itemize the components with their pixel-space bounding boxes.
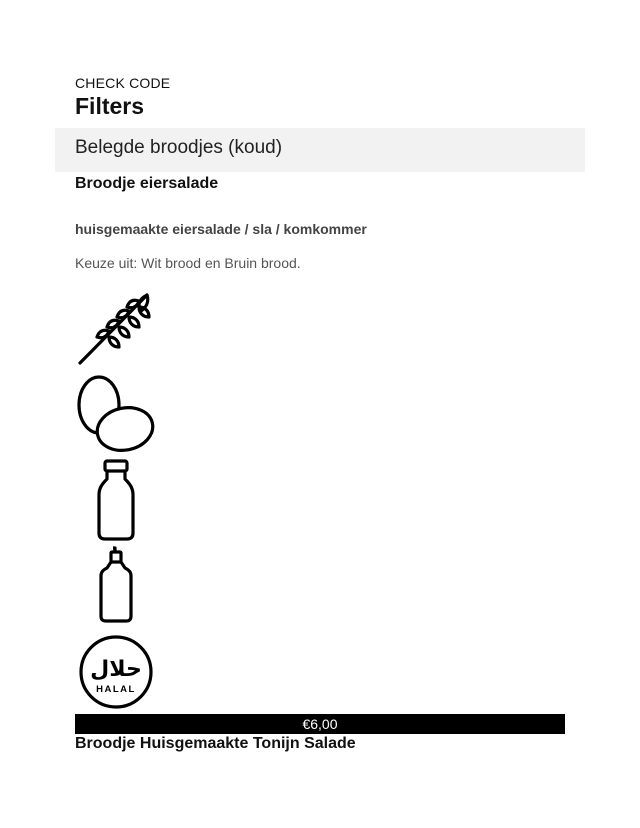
category-header — [55, 128, 585, 172]
halal-label: HALAL — [96, 684, 136, 695]
price-bar[interactable] — [75, 714, 565, 734]
product-choice: Keuze uit: Wit brood en Bruin brood. — [75, 255, 301, 271]
halal-arabic-text: حلال — [90, 657, 142, 682]
egg-icon — [75, 373, 157, 453]
halal-icon — [75, 634, 155, 710]
filters-heading[interactable]: Filters — [75, 93, 145, 119]
sauce-bottle-icon — [75, 546, 157, 624]
product-name[interactable]: Broodje Huisgemaakte Tonijn Salade — [75, 735, 356, 752]
product-name[interactable]: Broodje eiersalade — [75, 175, 219, 192]
wheat-icon — [75, 287, 157, 367]
category-title: Belegde broodjes (koud) — [75, 137, 283, 158]
product-price: €6,00 — [302, 716, 338, 732]
milk-bottle-icon — [75, 459, 157, 541]
product-description: huisgemaakte eiersalade / sla / komkommer — [75, 221, 367, 237]
check-code-label[interactable]: CHECK CODE — [75, 75, 171, 91]
